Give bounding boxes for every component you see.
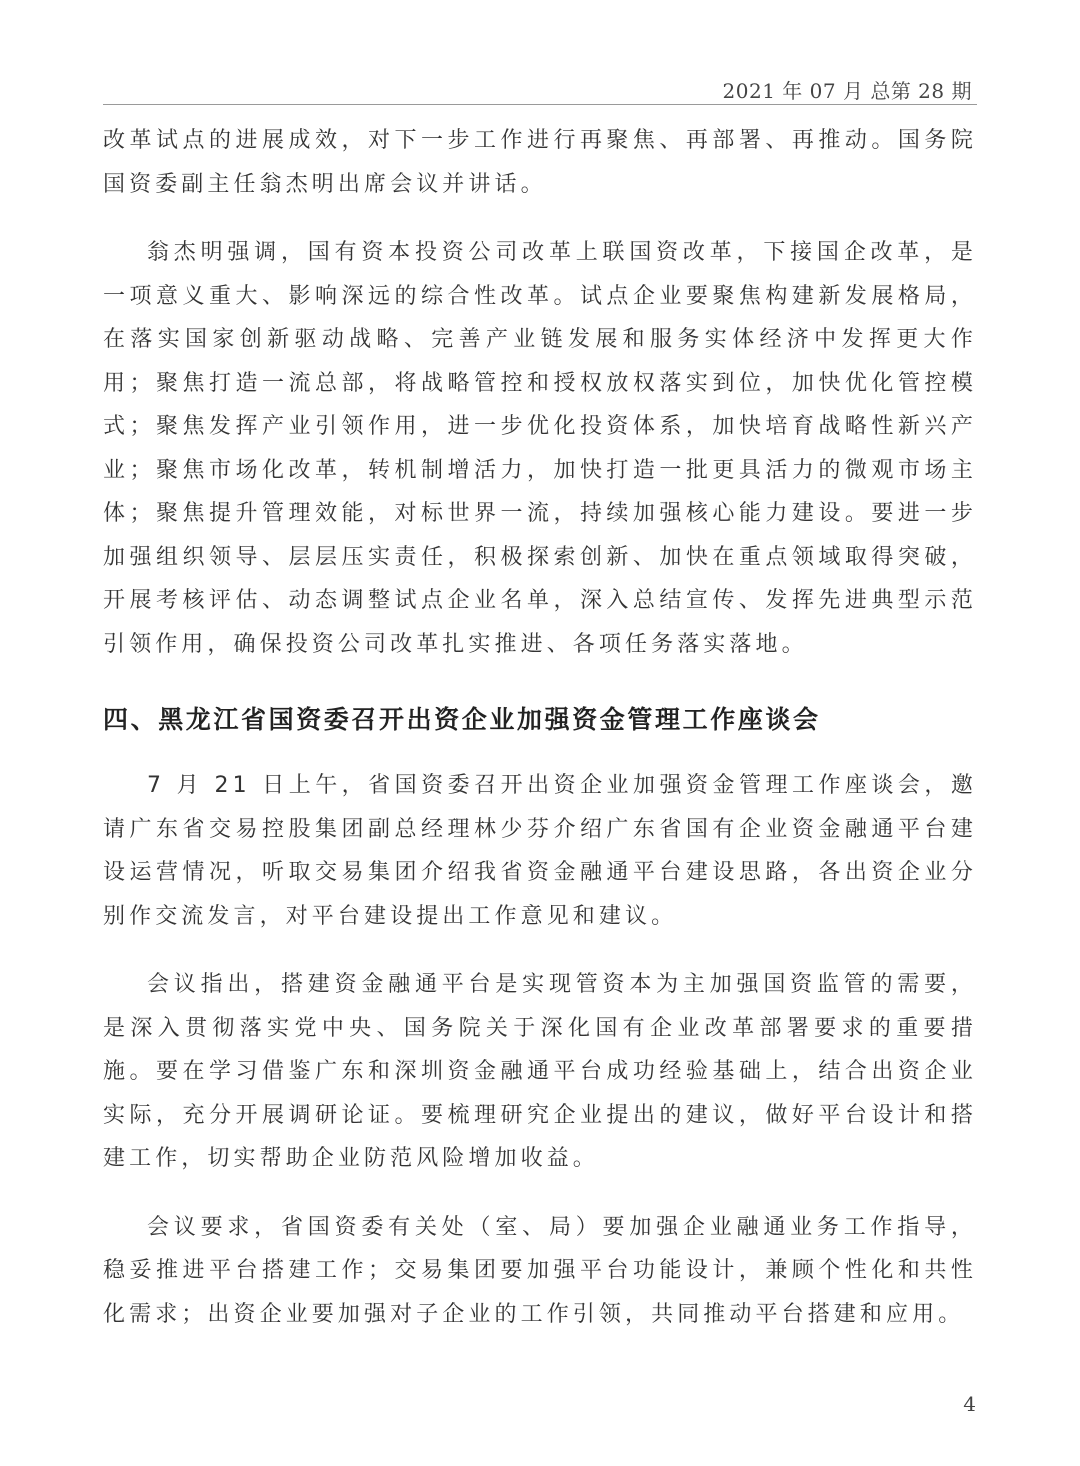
paragraph-spacer — [103, 740, 977, 764]
issue-info: 2021 年 07 月 总第 28 期 — [722, 79, 972, 103]
page-number: 4 — [963, 1392, 976, 1416]
paragraph-meeting-requirements: 会议要求，省国资委有关处（室、局）要加强企业融通业务工作指导，稳妥推进平台搭建工作；交易集团要加强平台功能设计，兼顾个性化和共性化需求；出资企业要加强对子企业的工作引领，共同推动平台搭建和应用。 — [103, 1214, 977, 1327]
paragraph-spacer — [103, 206, 977, 231]
paragraph-meeting-overview: 7 月 21 日上午，省国资委召开出资企业加强资金管理工作座谈会，邀请广东省交易控股集团副总经理林少芬介绍广东省国有企业资金融通平台建设运营情况，听取交易集团介绍我省资金融通平台建设思路，各出资企业分别作交流发言，对平台建设提出工作意见和建议。 — [103, 773, 977, 929]
paragraph-spacer — [103, 666, 977, 700]
section-heading: 四、黑龙江省国资委召开出资企业加强资金管理工作座谈会 — [103, 705, 821, 734]
header-divider — [103, 104, 977, 105]
paragraph-weng-jieming-remarks: 翁杰明强调，国有资本投资公司改革上联国资改革，下接国企改革，是一项意义重大、影响深远的综合性改革。试点企业要聚焦构建新发展格局，在落实国家创新驱动战略、完善产业链发展和服务实体经济中发挥更大作用；聚焦打造一流总部，将战略管控和授权放权落实到位，加快优化管控模式；聚焦发挥产业引领作用，进一步优化投资体系，加快培育战略性新兴产业；聚焦市场化改革，转机制增活力，加快打造一批更具活力的微观市场主体；聚焦提升管理效能，对标世界一流，持续加强核心能力建设。要进一步加强组织领导、层层压实责任，积极探索创新、加快在重点领域取得突破，开展考核评估、动态调整试点企业名单，深入总结宣传、发挥先进典型示范引领作用，确保投资公司改革扎实推进、各项任务落实落地。 — [103, 240, 977, 657]
paragraph-spacer — [103, 938, 977, 963]
paragraph-meeting-points: 会议指出，搭建资金融通平台是实现管资本为主加强国资监管的需要，是深入贯彻落实党中央、国务院关于深化国有企业改革部署要求的重要措施。要在学习借鉴广东和深圳资金融通平台成功经验基础上，结合出资企业实际，充分开展调研论证。要梳理研究企业提出的建议，做好平台设计和搭建工作，切实帮助企业防范风险增加收益。 — [103, 972, 977, 1171]
paragraph-continuation: 改革试点的进展成效，对下一步工作进行再聚焦、再部署、再推动。国务院国资委副主任翁杰明出席会议并讲话。 — [103, 128, 977, 197]
paragraph-spacer — [103, 1181, 977, 1206]
document-body — [103, 119, 977, 1336]
